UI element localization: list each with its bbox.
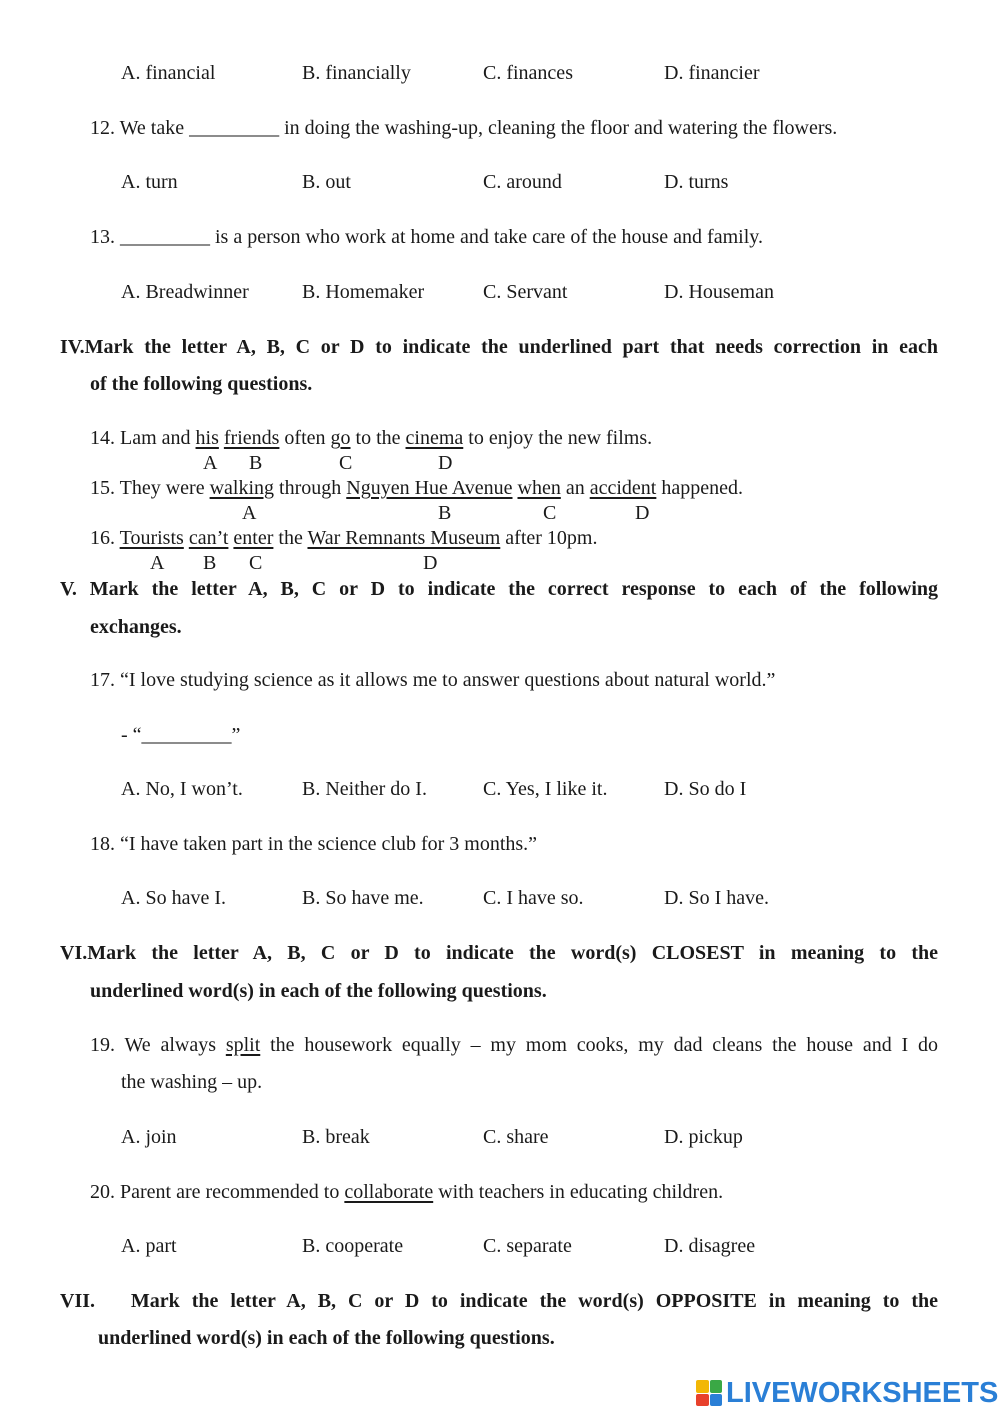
q20-option-c: C. separate <box>483 1235 572 1257</box>
q12-option-c: C. around <box>483 171 562 193</box>
underlined-part-d: cinema <box>405 427 464 449</box>
question-number: 17. <box>90 669 115 691</box>
question-text: is a person who work at home and take care of the house and family. <box>210 226 763 248</box>
question-12 <box>90 116 837 140</box>
liveworksheets-logo[interactable] <box>696 1378 998 1408</box>
q16-letter-b: B <box>203 552 217 574</box>
q17-option-a: A. No, I won’t. <box>121 778 243 800</box>
q19-option-a: A. join <box>121 1126 177 1148</box>
q17-option-c: C. Yes, I like it. <box>483 778 608 800</box>
q19-option-c: C. share <box>483 1126 549 1148</box>
answer-blank: _________ <box>120 226 210 248</box>
q11-option-b: B. financially <box>302 62 411 84</box>
q11-option-c: C. finances <box>483 62 573 84</box>
q13-option-d: D. Houseman <box>664 281 774 303</box>
question-19-line2: the washing – up. <box>121 1071 263 1093</box>
q20-option-b: B. cooperate <box>302 1235 404 1257</box>
logo-square-1 <box>696 1380 709 1393</box>
underlined-part-c: go <box>330 427 351 449</box>
q12-option-a: A. turn <box>121 171 178 193</box>
q15-letter-b: B <box>438 502 452 524</box>
section-vi-heading-cont: underlined word(s) in each of the following questions. <box>90 980 547 1002</box>
q11-option-a: A. financial <box>121 62 216 84</box>
q13-option-b: B. Homemaker <box>302 281 425 303</box>
question-14: 14. Lam and his friends often go to the cinema to enjoy the new films. <box>90 427 653 449</box>
question-number: 18. <box>90 833 115 855</box>
logo-icon <box>696 1380 722 1406</box>
underlined-part-d: accident <box>589 477 657 499</box>
q14-letter-c: C <box>339 452 353 474</box>
question-text: We take _________ in doing the washing-up, cleaning the floor and watering the flowers. <box>119 117 838 139</box>
q18-option-a: A. So have I. <box>121 887 226 909</box>
q14-letter-b: B <box>249 452 263 474</box>
q17-reply: - “_________” <box>121 724 241 746</box>
q18-option-d: D. So I have. <box>664 887 769 909</box>
question-number: 15. <box>90 477 115 499</box>
underlined-part-c: enter <box>233 527 274 549</box>
q14-letter-d: D <box>438 452 453 474</box>
section-v-heading-cont: exchanges. <box>90 616 182 638</box>
logo-square-3 <box>696 1394 709 1407</box>
logo-square-2 <box>710 1380 723 1393</box>
q18-option-b: B. So have me. <box>302 887 424 909</box>
section-vi-heading: VI.Mark the letter A, B, C or D to indicate the word(s) CLOSEST in meaning to the <box>60 942 938 964</box>
question-number: 19. <box>90 1034 115 1056</box>
q17-option-b: B. Neither do I. <box>302 778 427 800</box>
q20-option-a: A. part <box>121 1235 177 1257</box>
logo-text: LIVEWORKSHEETS <box>726 1376 999 1409</box>
question-number: 13. <box>90 226 115 248</box>
question-text: “I love studying science as it allows me to answer questions about natural world.” <box>120 669 776 691</box>
question-number: 16. <box>90 527 115 549</box>
q16-letter-a: A <box>150 552 165 574</box>
q13-option-a: A. Breadwinner <box>121 281 249 303</box>
section-iv-heading-cont: of the following questions. <box>90 373 313 395</box>
underlined-word: split <box>225 1034 261 1056</box>
q17-option-d: D. So do I <box>664 778 747 800</box>
question-15: 15. They were walking through Nguyen Hue Avenue when an accident happened. <box>90 477 743 499</box>
q18-option-c: C. I have so. <box>483 887 584 909</box>
q15-letter-c: C <box>543 502 557 524</box>
question-18 <box>90 832 537 856</box>
q15-letter-d: D <box>635 502 650 524</box>
question-20: 20. Parent are recommended to collaborate with teachers in educating children. <box>90 1181 724 1203</box>
underlined-part-c: when <box>517 477 561 499</box>
section-vii-heading-cont: underlined word(s) in each of the following questions. <box>98 1327 555 1349</box>
underlined-part-b: can’t <box>188 527 229 549</box>
underlined-part-b: Nguyen Hue Avenue <box>346 477 513 499</box>
question-19: 19. We always split the housework equally – my mom cooks, my dad cleans the house and I do <box>90 1034 938 1056</box>
q19-option-b: B. break <box>302 1126 370 1148</box>
question-16: 16. Tourists can’t enter the War Remnants Museum after 10pm. <box>90 527 598 549</box>
underlined-part-a: walking <box>209 477 275 499</box>
q12-option-d: D. turns <box>664 171 729 193</box>
q14-letter-a: A <box>203 452 218 474</box>
section-v-heading: V. Mark the letter A, B, C or D to indicate the correct response to each of the following <box>60 578 938 600</box>
underlined-part-b: friends <box>223 427 280 449</box>
q15-letter-a: A <box>242 502 257 524</box>
q12-option-b: B. out <box>302 171 351 193</box>
question-number: 12. <box>90 117 115 139</box>
q11-option-d: D. financier <box>664 62 760 84</box>
section-vii-heading: VII. Mark the letter A, B, C or D to indicate the word(s) OPPOSITE in meaning to the <box>60 1290 938 1312</box>
q16-letter-d: D <box>423 552 438 574</box>
answer-blank: _________ <box>189 117 280 139</box>
question-text: “I have taken part in the science club for 3 months.” <box>120 833 538 855</box>
q16-letter-c: C <box>249 552 263 574</box>
section-iv-heading: IV.Mark the letter A, B, C or D to indicate the underlined part that needs correction in each <box>60 336 938 358</box>
q20-option-d: D. disagree <box>664 1235 756 1257</box>
underlined-word: collaborate <box>344 1181 434 1203</box>
question-number: 20. <box>90 1181 115 1203</box>
q13-option-c: C. Servant <box>483 281 568 303</box>
logo-square-4 <box>710 1394 723 1407</box>
question-13 <box>90 225 763 249</box>
q19-option-d: D. pickup <box>664 1126 743 1148</box>
underlined-part-d: War Remnants Museum <box>307 527 501 549</box>
underlined-part-a: Tourists <box>119 527 184 549</box>
question-number: 14. <box>90 427 115 449</box>
question-17 <box>90 668 775 692</box>
underlined-part-a: his <box>195 427 219 449</box>
